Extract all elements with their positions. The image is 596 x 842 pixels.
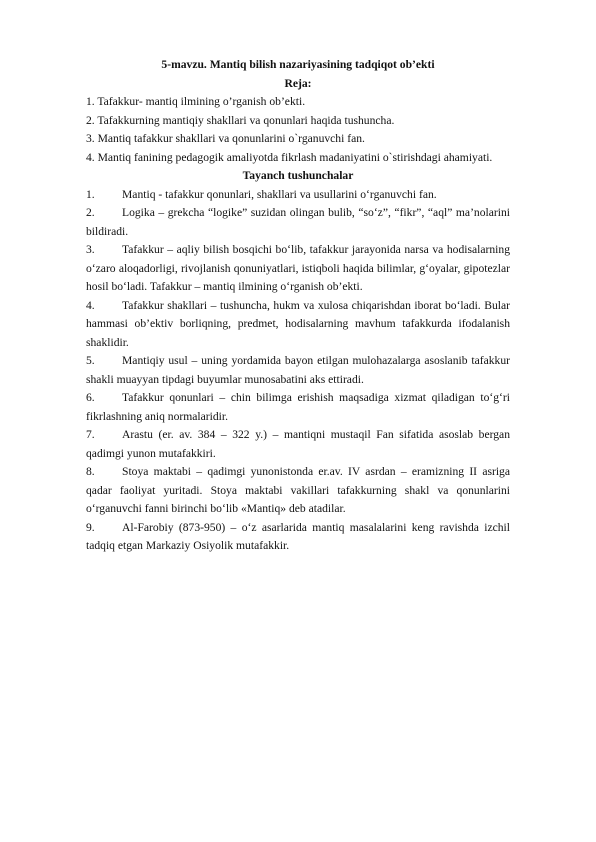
concept-number: 2. (86, 206, 95, 219)
concept-text: Mantiq - tafakkur qonunlari, shakllari va usullarini o‘rganuvchi fan. (122, 187, 437, 201)
plan-item: 1. Tafakkur- mantiq ilmining o’rganish ob’ekti. (86, 95, 306, 108)
concept-text: Mantiqiy usul – uning yordamida bayon etilgan mulohazalarga asoslanib tafakkur shakli muayyan tipdagi buyumlar munosabatini aks ettiradi. (86, 354, 510, 386)
concepts-heading: Tayanch tushunchalar (242, 169, 354, 182)
document-page (86, 56, 510, 556)
plan-item: 3. Mantiq tafakkur shakllari va qonunlarini o`rganuvchi fan. (86, 132, 365, 145)
concept-item (86, 352, 510, 389)
concept-text: Tafakkur shakllari – tushuncha, hukm va xulosa chiqarishdan iborat bo‘ladi. Bular hammasi ob’ektiv borliqning, predmet, hodisalarning mavhum tafakkurda ifodalanish shaklidir. (86, 298, 510, 349)
concept-number: 1. (86, 187, 95, 201)
concept-item (86, 297, 510, 353)
concept-text: Al-Farobiy (873-950) – o‘z asarlarida mantiq masalalarini keng ravishda izchil tadqiq etgan Markaziy Osiyolik mutafakkir. (86, 520, 510, 552)
concept-text: Tafakkur – aqliy bilish bosqichi bo‘lib, tafakkur jarayonida narsa va hodisalarning o‘zaro aloqadorligi, rivojlanish qonuniyatlari, istiqboli haqida bilimlar, g‘oyalar, gipotezlar hosil bo‘ladi. Tafakkur – mantiq ilmining o‘rganish ob’ekti. (86, 243, 510, 293)
concept-number: 4. (86, 298, 95, 312)
concept-item (86, 463, 510, 519)
document-title: 5-mavzu. Mantiq bilish nazariyasining tadqiqot ob’ekti (161, 58, 435, 71)
concept-item (86, 241, 510, 297)
concept-number: 8. (86, 465, 95, 478)
plan-item: 4. Mantiq fanining pedagogik amaliyotda fikrlash madaniyatini o`stirishdagi ahamiyati. (86, 150, 493, 164)
plan-list (86, 93, 510, 167)
concept-item (86, 389, 510, 426)
concept-item (86, 519, 510, 556)
concepts-list (86, 186, 510, 556)
concept-number: 5. (86, 354, 95, 367)
plan-item: 2. Tafakkurning mantiqiy shakllari va qonunlari haqida tushuncha. (86, 113, 395, 127)
plan-heading: Reja: (284, 76, 312, 90)
concept-number: 9. (86, 520, 95, 534)
concept-number: 6. (86, 391, 95, 404)
concept-text: Tafakkur qonunlari – chin bilimga erishish maqsadiga xizmat qiladigan to‘g‘ri fikrlashning aniq normalaridir. (86, 391, 510, 423)
concept-number: 3. (86, 243, 95, 256)
concept-item (86, 426, 510, 463)
concept-number: 7. (86, 428, 95, 441)
concept-text: Stoya maktabi – qadimgi yunonistonda er.av. IV asrdan – eramizning II asriga qadar faoliyat yuritadi. Stoya maktabi vakillari tafakkurning shakl va qonunlarini o‘rganuvchi fanni birinchi bo‘lib «Mantiq» deb atadilar. (86, 465, 510, 515)
concept-item (86, 186, 510, 205)
concept-text: Logika – grekcha “logike” suzidan olingan bulib, “so‘z”, “fikr”, “aql” ma’nolarini bildiradi. (86, 206, 510, 238)
concept-text: Arastu (er. av. 384 – 322 y.) – mantiqni mustaqil Fan sifatida asoslab bergan qadimgi yunon mutafakkiri. (86, 428, 510, 460)
concept-item (86, 204, 510, 241)
